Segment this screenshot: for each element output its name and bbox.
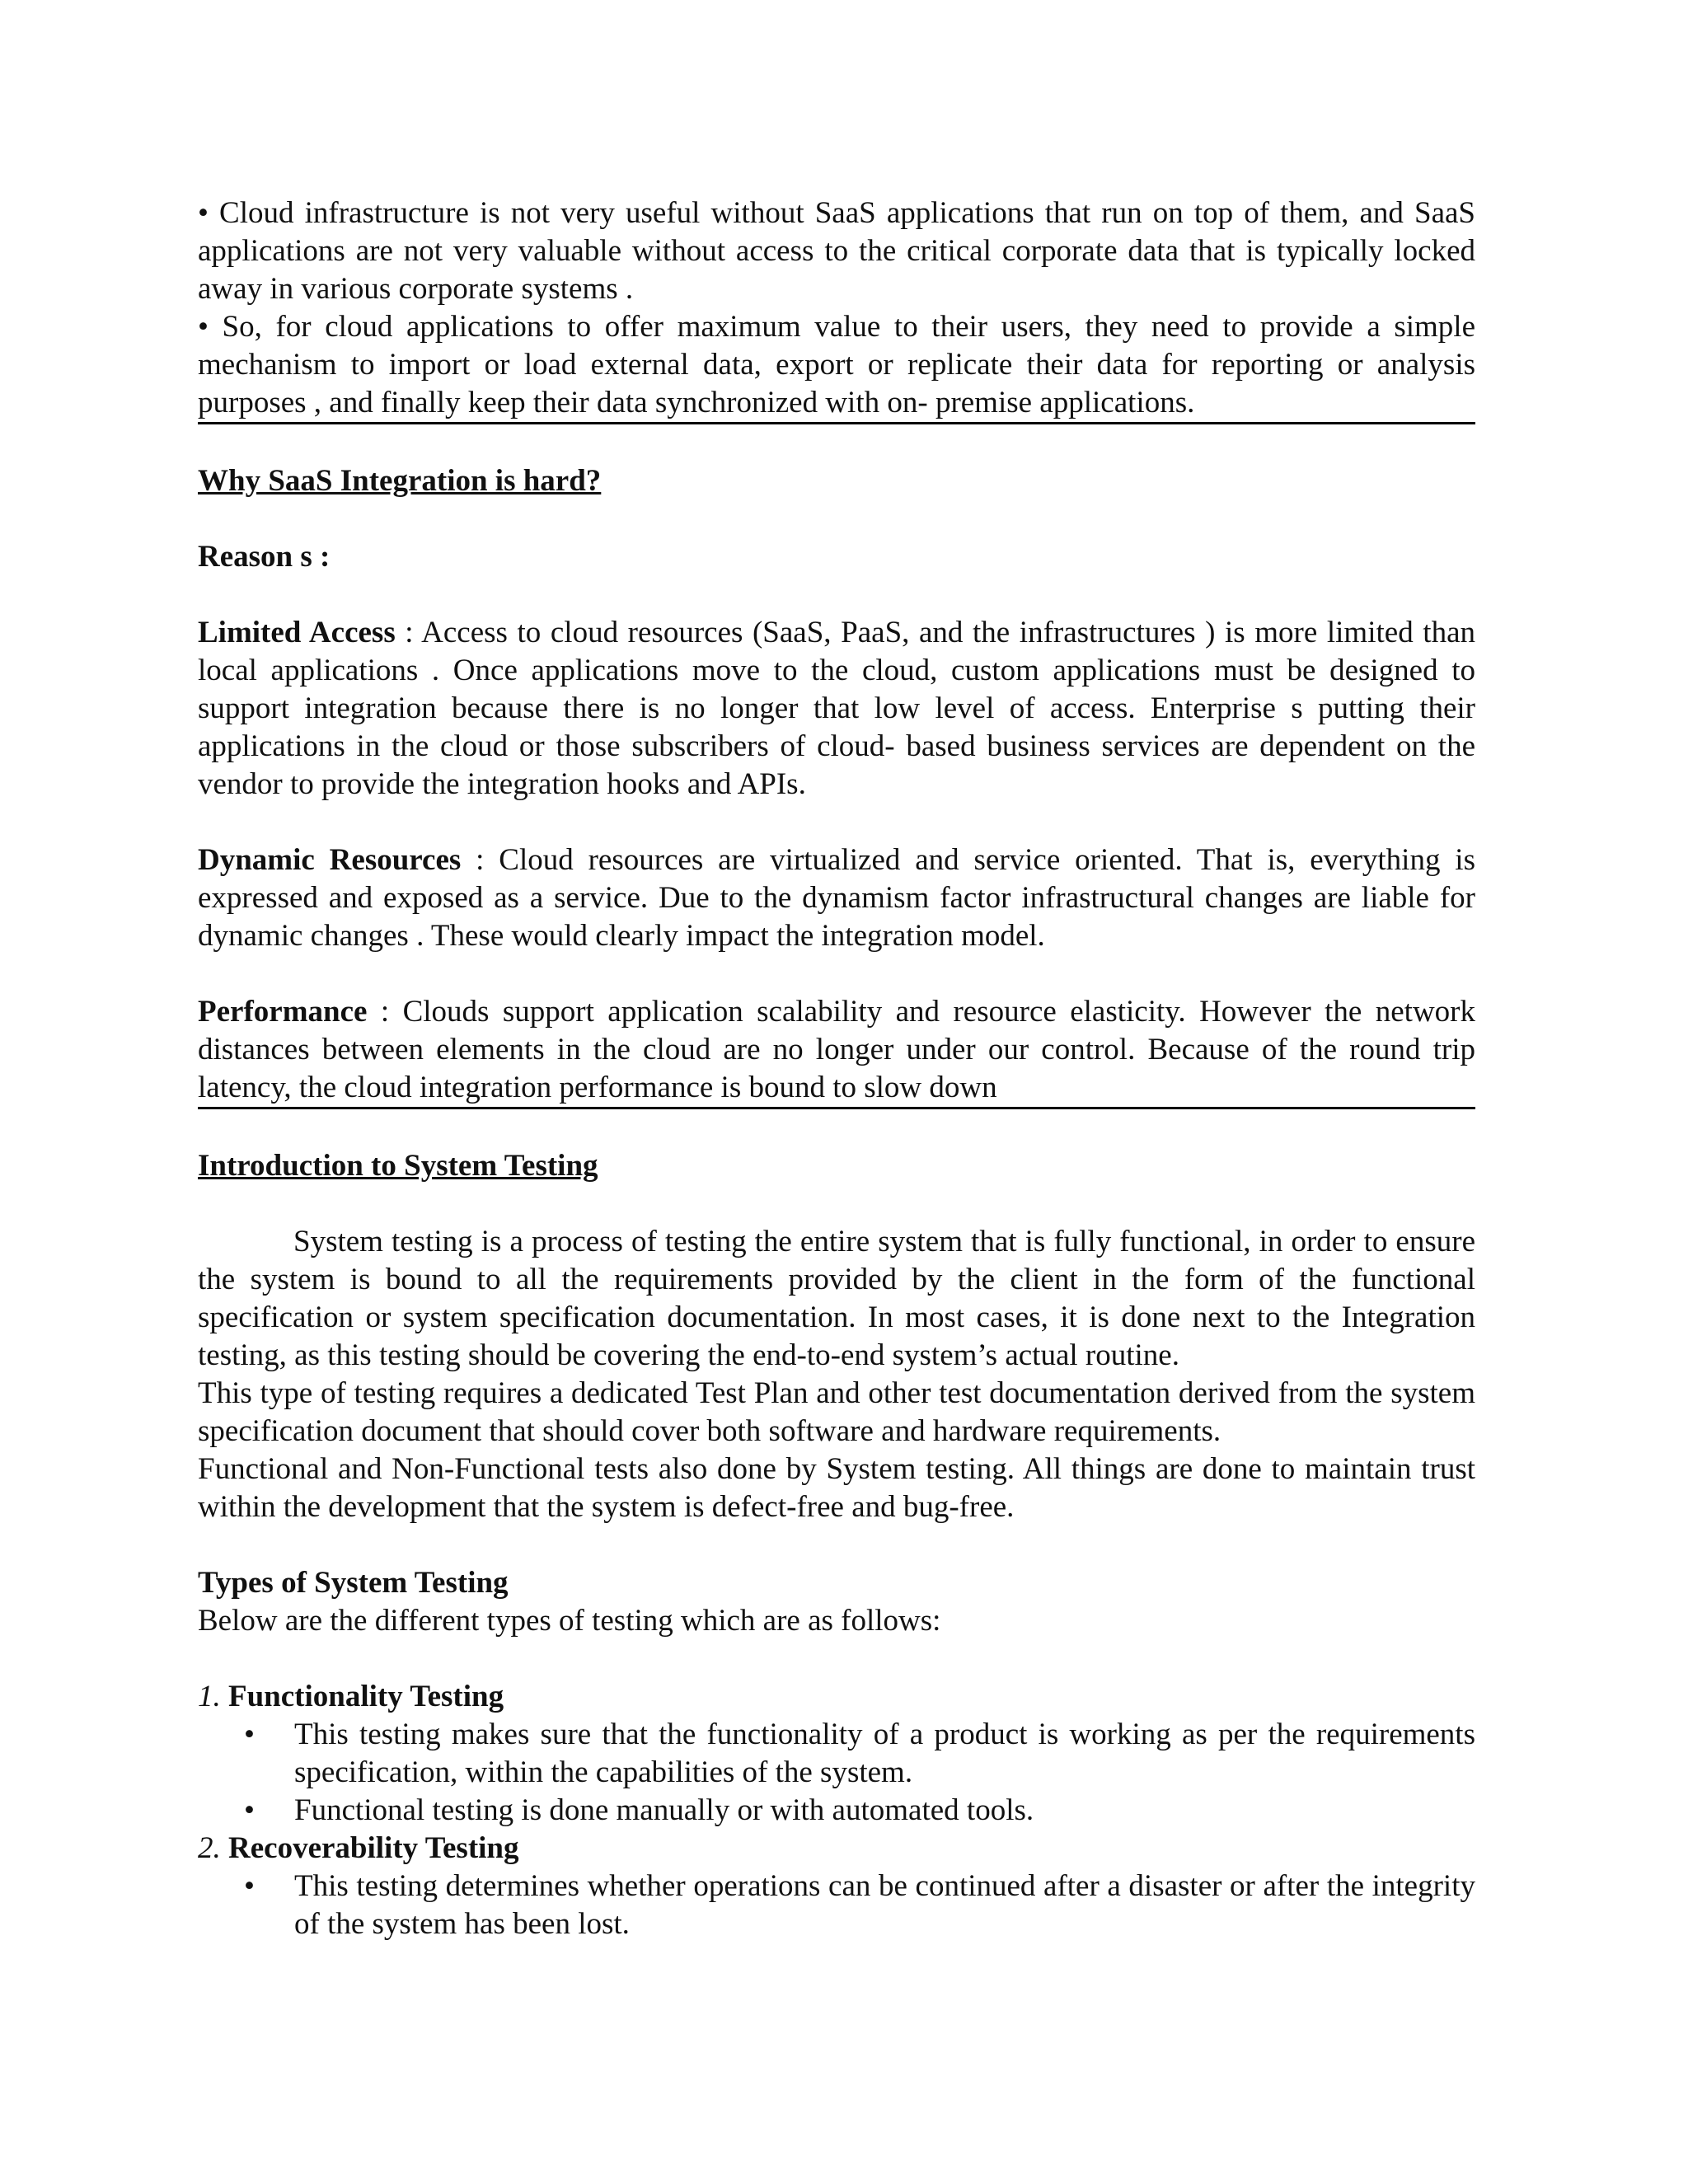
- reason-limited-access: [198, 614, 1475, 804]
- reason-term: Limited Access: [198, 616, 396, 649]
- types-heading: Types of System Testing: [198, 1566, 509, 1600]
- reason-dynamic-resources: [198, 841, 1475, 955]
- intro-bullet-1: • Cloud infrastructure is not very useful without SaaS applications that run on top of them, and SaaS applications are not very valuable without access to the critical corporate data that is typically locked away in various corporate systems .: [198, 196, 1475, 306]
- document-page: [198, 194, 1475, 1943]
- system-testing-paragraph-3: Functional and Non-Functional tests also done by System testing. All things are done to maintain trust within the development that the system is defect-free and bug-free.: [198, 1452, 1475, 1524]
- list-item-text: Functional testing is done manually or with automated tools.: [294, 1793, 1034, 1827]
- reason-term: Performance: [198, 995, 368, 1029]
- bullet-icon: •: [244, 1718, 255, 1751]
- reason-text: : Access to cloud resources (SaaS, PaaS, and the infrastructures ) is more limited than local applications . Once applications move to the cloud, custom applications must be designed to support integration because there is no longer that low level of access. Enterprise s putting their applications in the cloud or those subscribers of cloud- based business services are dependent on the vendor to provide the integration hooks and APIs.: [198, 616, 1475, 801]
- item-number: 2.: [198, 1831, 221, 1865]
- item-title: Recoverability Testing: [228, 1831, 519, 1865]
- type-item-1-bullets: [198, 1716, 1475, 1830]
- bullet-icon: •: [244, 1793, 255, 1827]
- bullet-icon: •: [244, 1869, 255, 1903]
- type-item-1: [198, 1678, 1475, 1716]
- reason-term: Dynamic Resources: [198, 843, 462, 877]
- reason-text: : Clouds support application scalability and resource elasticity. However the network distances between elements in the cloud are no longer under our control. Because of the round trip latency, the cloud integration performance is bound to slow down: [198, 995, 1475, 1104]
- reason-performance: [198, 993, 1475, 1107]
- system-testing-heading: Introduction to System Testing: [198, 1149, 598, 1183]
- reason-text: : Cloud resources are virtualized and service oriented. That is, everything is expressed and exposed as a service. Due to the dynamism factor infrastructural changes are liable for dynamic changes . These would clearly impact the integration model.: [198, 843, 1475, 953]
- reasons-label: Reason s :: [198, 540, 331, 574]
- item-title: Functionality Testing: [228, 1680, 504, 1713]
- list-item: [198, 1792, 1475, 1830]
- item-number: 1.: [198, 1680, 221, 1713]
- saas-heading: Why SaaS Integration is hard?: [198, 464, 602, 498]
- type-item-2-bullets: [198, 1868, 1475, 1943]
- list-item-text: This testing determines whether operations can be continued after a disaster or after the integrity of the system has been lost.: [294, 1869, 1475, 1941]
- intro-bullet-2: • So, for cloud applications to offer maximum value to their users, they need to provide a simple mechanism to import or load external data, export or replicate their data for reporting or analysis purposes , and finally keep their data synchronized with on- premise applications.: [198, 310, 1475, 419]
- types-intro: Below are the different types of testing which are as follows:: [198, 1604, 941, 1638]
- list-item: [198, 1868, 1475, 1943]
- type-item-2: [198, 1830, 1475, 1868]
- system-testing-paragraph-2: This type of testing requires a dedicated Test Plan and other test documentation derived from the system specification document that should cover both software and hardware requirements.: [198, 1376, 1475, 1448]
- system-testing-paragraph-1: System testing is a process of testing the entire system that is fully functional, in order to ensure the system is bound to all the requirements provided by the client in the form of the functional specification or system specification documentation. In most cases, it is done next to the Integration testing, as this testing should be covering the end-to-end system’s actual routine.: [198, 1225, 1475, 1372]
- list-item-text: This testing makes sure that the functionality of a product is working as per the requirements specification, within the capabilities of the system.: [294, 1718, 1475, 1789]
- list-item: [198, 1716, 1475, 1792]
